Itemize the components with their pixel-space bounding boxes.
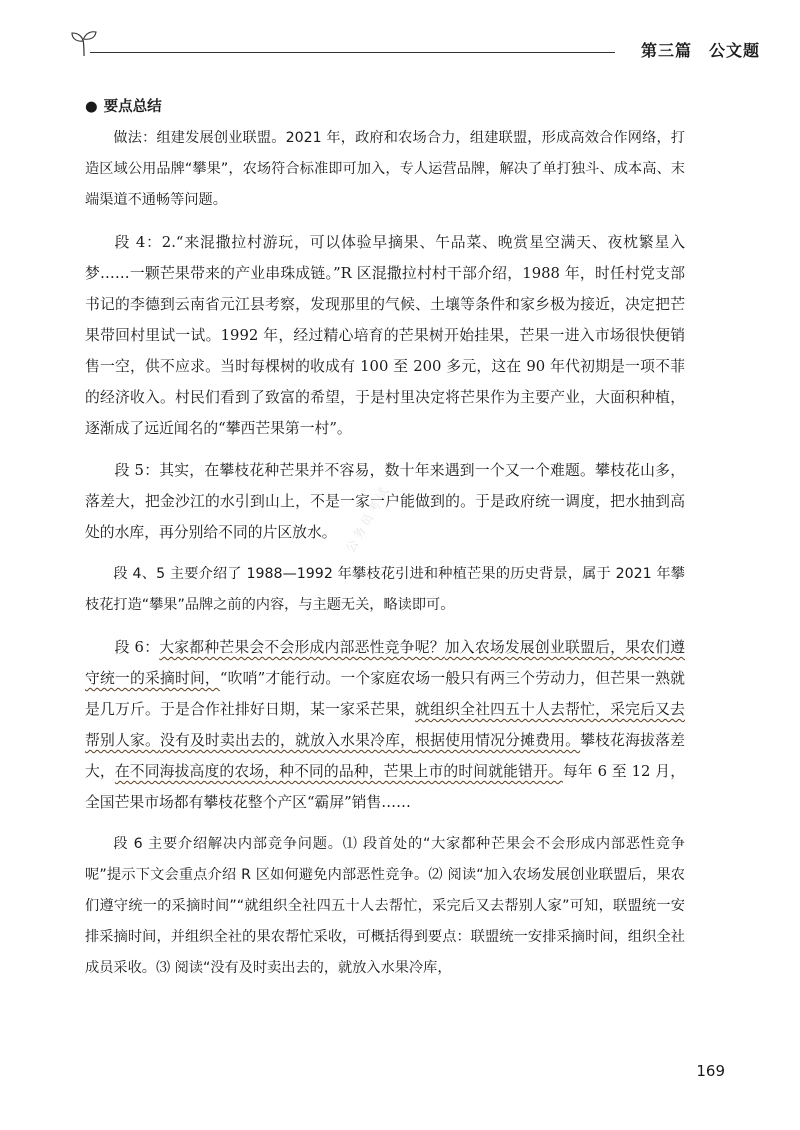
seg6-label: 段 6： (114, 639, 160, 656)
watermark: 公务员考试 (343, 482, 393, 555)
page-header (70, 28, 760, 60)
seg6-underline-6: 在不同海拔高度的农场，种不同的品种，芒果上市的时间就能错开。 (114, 763, 563, 780)
chapter-title: 第三篇 公文题 (640, 41, 760, 60)
paragraph-seg6 (85, 632, 685, 818)
seg6-underline-2: 加入农场发展创业联盟后，果农们遵守统一的采摘时间， (85, 639, 685, 687)
bullet-icon: ● (85, 99, 98, 115)
seg6-underline-1: 大家都种芒果会不会形成内部恶性竞争呢？ (159, 639, 445, 656)
header-rule (90, 52, 615, 53)
summary-method: 做法：组建发展创业联盟。2021 年，政府和农场合力，组建联盟，形成高效合作网络，打造区域公用品牌“攀果”，农场符合标准即可加入，专人运营品牌，解决了单打独斗、成本高、末端渠道不通畅等问题。 (85, 130, 685, 208)
seg6-underline-3: 就组织全社四五十人去帮忙，采完后又去帮别人家。 (85, 701, 685, 749)
seg6-underline-4: 没有及时卖出去的，就放入水果冷库， (160, 732, 416, 749)
seg6-text-7: 每年 6 至 12 月，全国芒果市场都有攀枝花整个产区“霸屏”销售…… (85, 763, 685, 811)
seg6-text-6: 攀枝花海拔落差大， (85, 732, 685, 780)
seg6-text-3: “吹哨”才能行动。一个家庭农场一般只有两三个劳动力，但芒果一熟就是几万斤。于是合作社排好日期，某一家采芒果， (85, 670, 685, 718)
seg6-underline-5: 根据使用情况分摊费用。 (415, 732, 581, 749)
note-seg4-5: 段 4、5 主要介绍了 1988—1992 年攀枝花引进和种植芒果的历史背景，属于 2021 年攀枝花打造“攀果”品牌之前的内容，与主题无关，略读即可。 (85, 566, 685, 613)
summary-section (85, 95, 685, 216)
page-number: 169 (696, 1062, 725, 1080)
paragraph-seg5: 段 5：其实，在攀枝花种芒果并不容易，数十年来遇到一个又一个难题。攀枝花山多，落差大，把金沙江的水引到山上，不是一家一户能做到的。于是政府统一调度，把水抽到高处的水库，再分别给不同的片区放水。 (85, 462, 685, 541)
summary-heading (85, 95, 685, 116)
paragraph-seg4: 段 4：2.“来混撒拉村游玩，可以体验早摘果、午品菜、晚赏星空满天、夜枕繁星入梦……一颗芒果带来的产业串珠成链。”R 区混撒拉村村干部介绍，1988 年，时任村党支部书记的李德到云南省元江县考察，发现那里的气候、土壤等条件和家乡极为接近，决定把芒果带回村里试一试。1992 年，经过精心培育的芒果树开始挂果，芒果一进入市场很快便销售一空，供不应求。当时每棵树的收成有 100 至 200 多元，这在 90 年代初期是一项不菲的经济收入。村民们看到了致富的希望，于是村里决定将芒果作为主要产业，大面积种植，逐渐成了远近闻名的“攀西芒果第一村”。 (85, 234, 685, 437)
summary-heading-text: 要点总结 (103, 99, 162, 115)
note-seg6: 段 6 主要介绍解决内部竞争问题。⑴ 段首处的“大家都种芒果会不会形成内部恶性竞争呢”提示下文会重点介绍 R 区如何避免内部恶性竞争。⑵ 阅读“加入农场发展创业联盟后，果农们遵守统一的采摘时间”“就组织全社四五十人去帮忙，采完后又去帮别人家”可知，联盟统一安排采摘时间，并组织全社的果农帮忙采收，可概括得到要点：联盟统一安排采摘时间，组织全社成员采收。⑶ 阅读“没有及时卖出去的，就放入水果冷库， (85, 836, 685, 976)
sprout-icon (70, 28, 98, 58)
page-content (85, 95, 685, 995)
